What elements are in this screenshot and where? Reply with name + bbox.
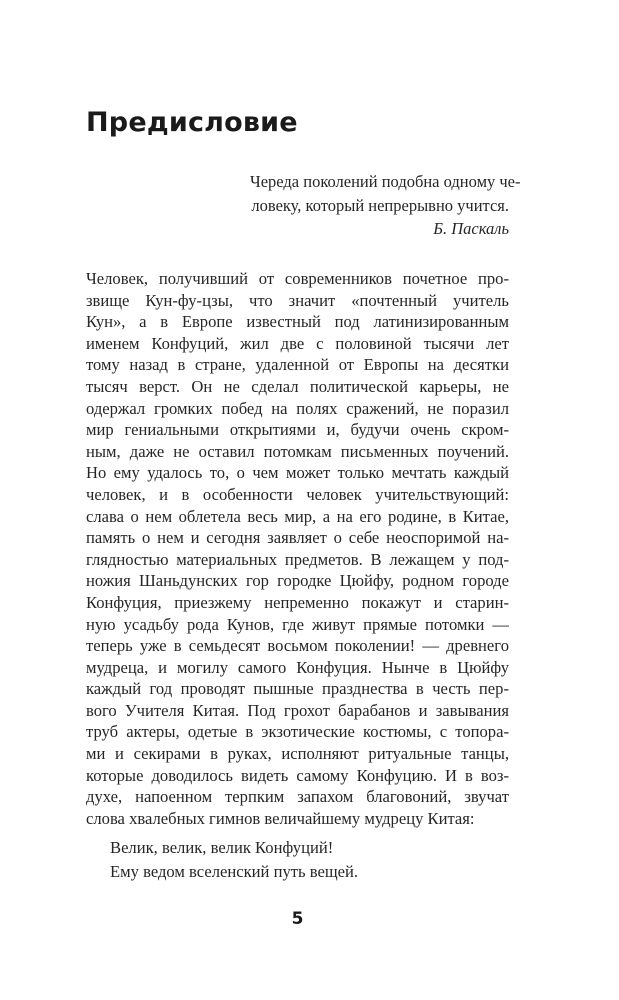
body-line: каждый год проводят пышные празднества в честь пер- <box>86 679 509 699</box>
epigraph-line: Череда поколений подобна одному че- <box>250 172 521 191</box>
body-line: духе, напоенном терпким запахом благовоний, звучат <box>86 787 509 807</box>
epigraph <box>250 170 521 241</box>
body-line: ную усадьбу рода Кунов, где живут прямые потомки — <box>86 614 509 634</box>
body-line: ным, даже не оставил потомкам письменных поучений. <box>86 441 509 461</box>
body-line: тысяч верст. Он не сделал политической карьеры, не <box>86 376 509 396</box>
body-line: мудреца, и могилу самого Конфуция. Нынче в Цюйфу <box>86 657 509 677</box>
body-line: звище Кун-фу-цзы, что значит «почтенный учитель <box>86 290 509 310</box>
body-line: вого Учителя Китая. Под грохот барабанов и завывания <box>86 700 509 720</box>
verse-line: Ему ведом вселенский путь вещей. <box>110 862 358 881</box>
body-line: Но ему удалось то, о чем может только мечтать каждый <box>86 463 509 483</box>
body-line: глядностью материальных предметов. В лежащем у под- <box>86 549 509 569</box>
chapter-title: Предисловие <box>86 107 298 138</box>
body-line: слова хвалебных гимнов величайшему мудрецу Китая: <box>86 808 475 828</box>
body-line: ми и секирами в руках, исполняют ритуальные танцы, <box>86 744 509 764</box>
body-line: слава о нем облетела весь мир, а на его родине, в Китае, <box>86 506 509 526</box>
body-line: тому назад в стране, удаленной от Европы на десятки <box>86 355 509 375</box>
verse-quote <box>110 836 358 884</box>
body-line: одержал громких побед на полях сражений, не поразил <box>86 398 509 418</box>
page-number: 5 <box>291 909 304 929</box>
body-line: ножия Шаньдунских гор городке Цюйфу, родном городе <box>86 571 509 591</box>
body-line: Человек, получивший от современников почетное про- <box>86 269 509 288</box>
epigraph-author: Б. Паскаль <box>433 219 509 238</box>
body-line: память о нем и сегодня заявляет о себе неоспоримой на- <box>86 528 509 548</box>
body-paragraph <box>86 268 509 829</box>
verse-line: Велик, велик, велик Конфуций! <box>110 838 334 857</box>
body-line: труб актеры, одетые в экзотические костюмы, с топора- <box>86 722 509 742</box>
body-line: которые доводилось видеть самому Конфуцию. И в воз- <box>86 765 509 785</box>
body-line: теперь уже в семьдесят восьмом поколении! — древнего <box>86 636 509 656</box>
body-line: человек, и в особенности человек учительствующий: <box>86 484 509 504</box>
body-line: мир гениальными открытиями и, будучи очень скром- <box>86 420 509 440</box>
epigraph-line: ловеку, который непрерывно учится. <box>251 195 509 215</box>
body-line: Кун», а в Европе известный под латинизированным <box>86 312 509 332</box>
body-line: именем Конфуций, жил две с половиной тысячи лет <box>86 333 509 353</box>
body-line: Конфуция, приезжему непременно покажут и старин- <box>86 592 509 612</box>
